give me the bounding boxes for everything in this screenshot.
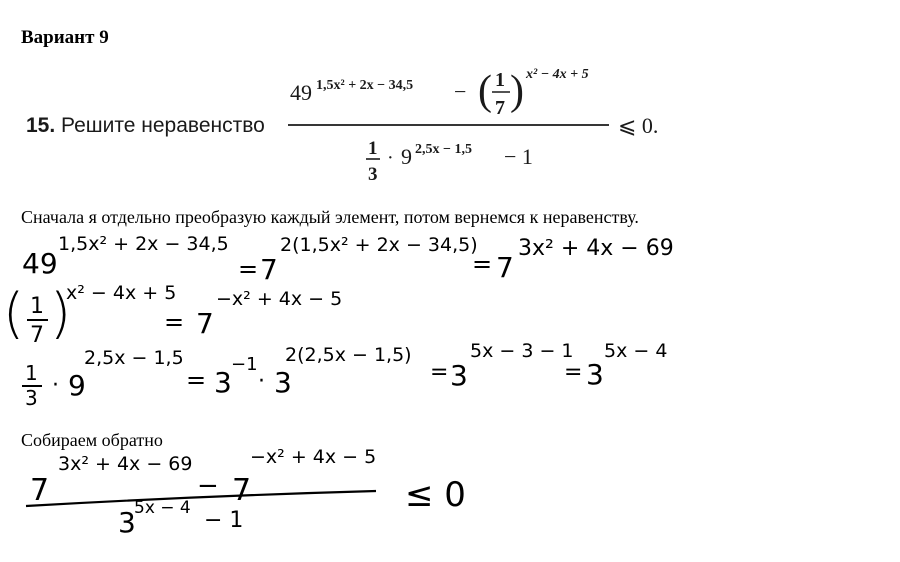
l3-b3: 3 [450,359,468,392]
l3-eq3: = [564,360,583,385]
frac-den: 7 [495,97,505,119]
den-exp: 2,5x − 1,5 [415,142,472,157]
l1-base3: 7 [496,251,514,284]
l1-exp: 1,5x² + 2x − 34,5 [58,233,229,255]
problem-text: Решите неравенство [61,114,265,137]
variant-title: Вариант 9 [21,27,109,48]
num-exp2: x² − 4x + 5 [526,67,589,82]
num-exp1: 1,5x² + 2x − 34,5 [316,78,414,93]
paren-left: ( [478,68,492,114]
l2-frac-den: 7 [30,323,44,348]
den-coef-den: 3 [368,164,378,185]
paren-right: ) [510,68,524,114]
fin-num-minus: − [197,471,219,501]
num-minus: − [454,79,467,104]
collect-text: Собираем обратно [21,430,163,450]
l3-eq1: = [186,366,207,394]
l2-eq: = [164,308,185,336]
l3-b1: 3 [214,366,232,399]
fin-relation: ≤ 0 [405,475,466,515]
den-tail: − 1 [504,144,533,169]
fin-num-exp2: −x² + 4x − 5 [250,446,377,468]
l1-exp3: 3x² + 4x − 69 [518,236,674,261]
l1-exp2: 2(1,5x² + 2x − 34,5) [280,234,478,256]
den-dot: · [387,147,394,169]
problem-number: 15. [26,114,56,137]
l3-frac-num: 1 [25,361,38,385]
l2-exp2: −x² + 4x − 5 [216,288,343,310]
fin-num-base2: 7 [232,473,252,508]
work-line-1 [22,233,674,286]
l3-e4: 5x − 4 [604,340,668,362]
l3-dot1: · [52,373,59,398]
den-coef-num: 1 [368,138,378,159]
l2-paren-right: ) [50,282,72,345]
frac-num: 1 [495,69,505,91]
l2-base: 7 [196,307,214,340]
fin-den-exp: 5x − 4 [134,498,191,518]
l3-frac-den: 3 [25,386,38,410]
den-base: 9 [401,144,412,169]
fin-den-tail: − 1 [204,508,244,533]
l1-base2: 7 [260,253,278,286]
final-inequality [26,446,466,539]
l1-eq1: = [238,255,259,283]
l1-base: 49 [22,247,58,280]
l3-eq2: = [430,360,449,385]
l3-exp: 2,5x − 1,5 [84,347,184,369]
relation: ⩽ 0. [618,113,659,138]
work-line-2 [3,282,342,348]
fin-den-base: 3 [118,506,136,539]
l2-frac-num: 1 [30,294,44,319]
l2-paren-left: ( [3,282,25,345]
fin-num-base1: 7 [30,473,50,508]
fin-num-exp1: 3x² + 4x − 69 [58,453,193,475]
l3-e2: 2(2,5x − 1,5) [285,344,412,366]
num-base1: 49 [290,80,312,105]
l2-exp: x² − 4x + 5 [66,282,177,304]
l3-e1: −1 [231,354,258,375]
l3-base: 9 [68,369,86,402]
l3-e3: 5x − 3 − 1 [470,340,574,362]
l3-dot2: · [258,369,265,394]
l3-b2: 3 [274,366,292,399]
l1-eq2: = [472,250,493,278]
l3-b4: 3 [586,358,604,391]
intro-text: Сначала я отдельно преобразую каждый элемент, потом вернемся к неравенству. [21,207,639,227]
work-line-3 [22,340,667,410]
